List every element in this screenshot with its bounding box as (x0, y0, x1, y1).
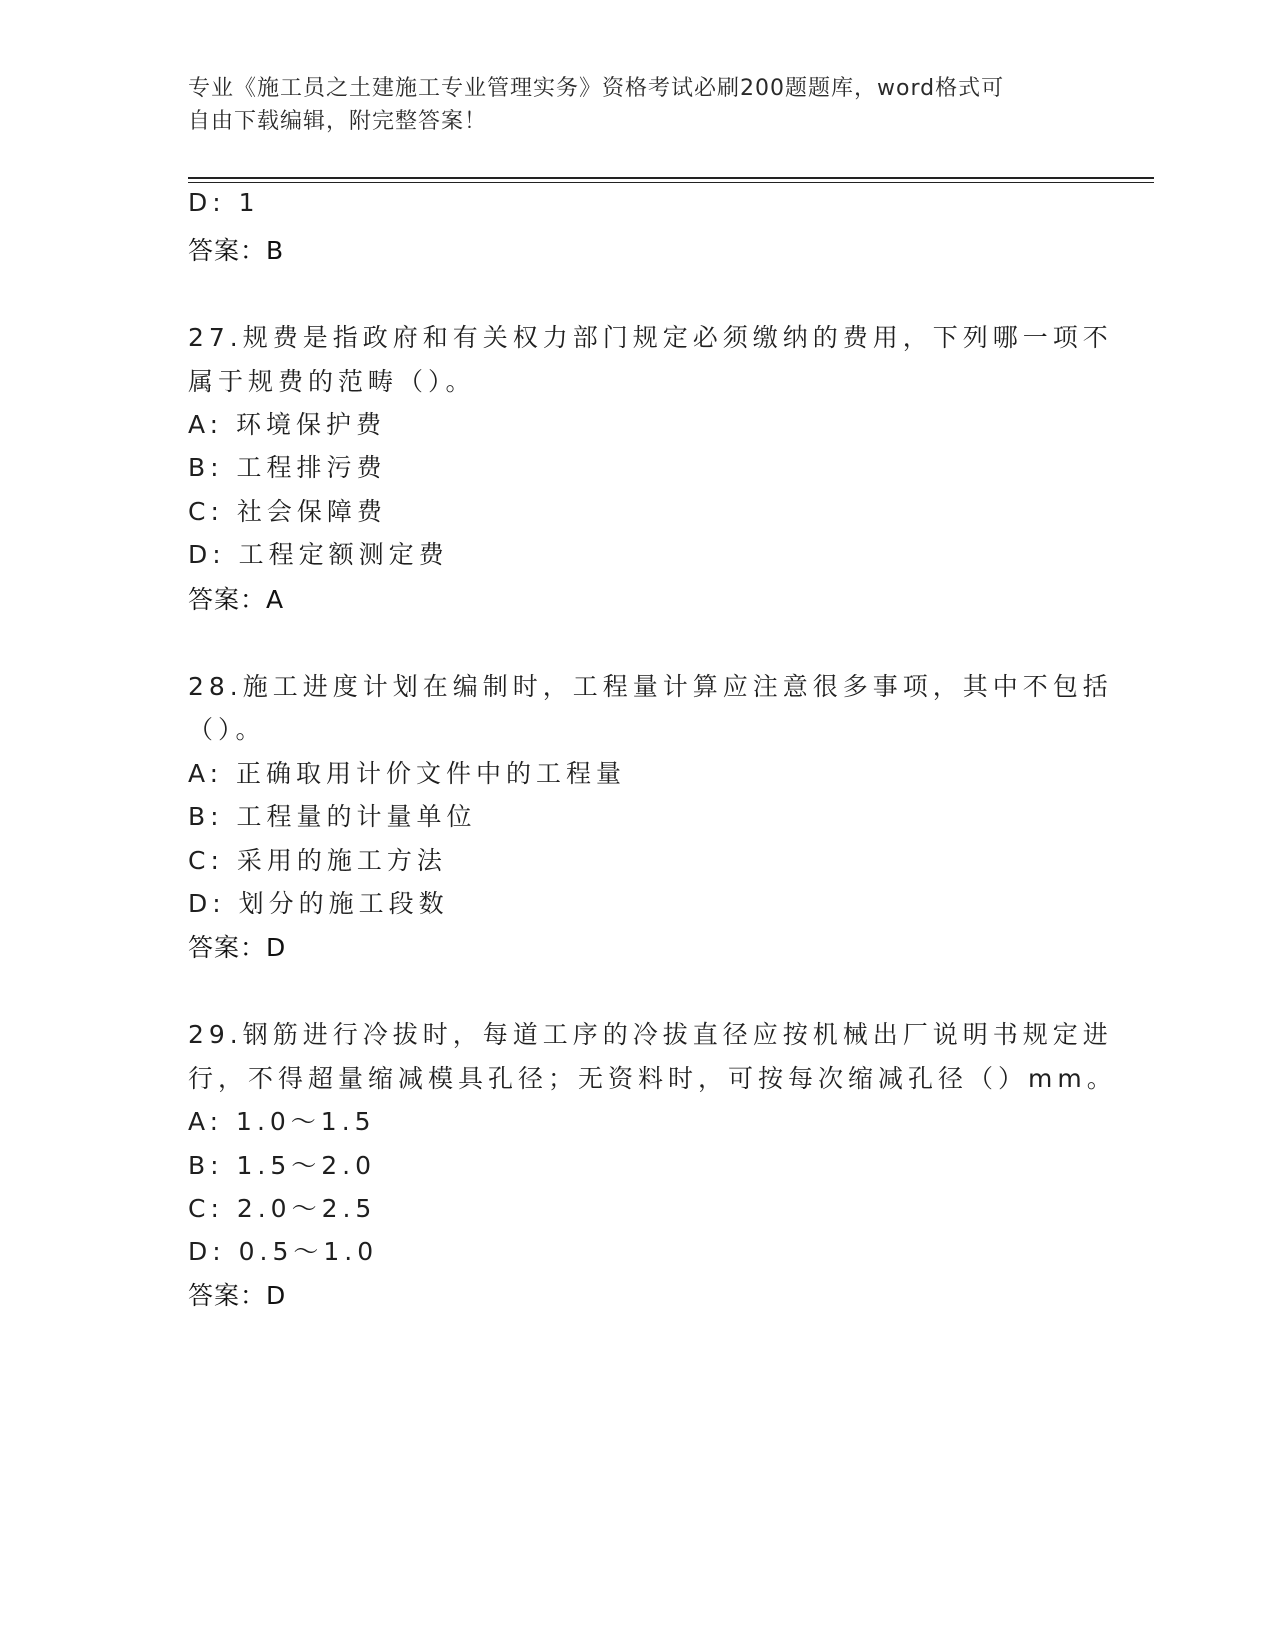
option-d: D: 划分的施工段数 (188, 889, 449, 918)
question-stem-line: 29.钢筋进行冷拔时，每道工序的冷拔直径应按机械出厂说明书规定进 (188, 1020, 1113, 1049)
option-b: B: 1.5～2.0 (188, 1151, 377, 1180)
option-c: C: 社会保障费 (188, 497, 387, 526)
option-d: D: 1 (188, 188, 260, 217)
answer-text: 答案：B (188, 236, 285, 265)
header-text (188, 72, 1068, 138)
answer-text: 答案：A (188, 585, 285, 614)
option-c: C: 采用的施工方法 (188, 846, 447, 875)
option-a: A: 正确取用计价文件中的工程量 (188, 759, 627, 788)
option-d: D: 工程定额测定费 (188, 540, 449, 569)
option-b: B: 工程排污费 (188, 453, 387, 482)
header-rule-thin (188, 182, 1154, 183)
option-c: C: 2.0～2.5 (188, 1194, 377, 1223)
answer-text: 答案：D (188, 1281, 287, 1310)
option-b: B: 工程量的计量单位 (188, 802, 477, 831)
header-line-1: 专业《施工员之土建施工专业管理实务》资格考试必刷200题题库，word格式可 (188, 76, 1005, 101)
option-a: A: 环境保护费 (188, 410, 387, 439)
header-line-2: 自由下载编辑，附完整答案！ (188, 109, 488, 134)
option-d: D: 0.5～1.0 (188, 1237, 379, 1266)
question-stem-line: 27.规费是指政府和有关权力部门规定必须缴纳的费用，下列哪一项不 (188, 323, 1113, 352)
header-rule-thick (188, 177, 1154, 179)
question-stem-line: 属于规费的范畴（）。 (188, 367, 476, 396)
option-a: A: 1.0～1.5 (188, 1107, 376, 1136)
question-stem-line: 行，不得超量缩减模具孔径；无资料时，可按每次缩减孔径（）mm。 (188, 1064, 1117, 1093)
question-stem-line: （）。 (188, 715, 266, 744)
answer-text: 答案：D (188, 933, 287, 962)
question-stem-line: 28.施工进度计划在编制时，工程量计算应注意很多事项，其中不包括 (188, 672, 1113, 701)
